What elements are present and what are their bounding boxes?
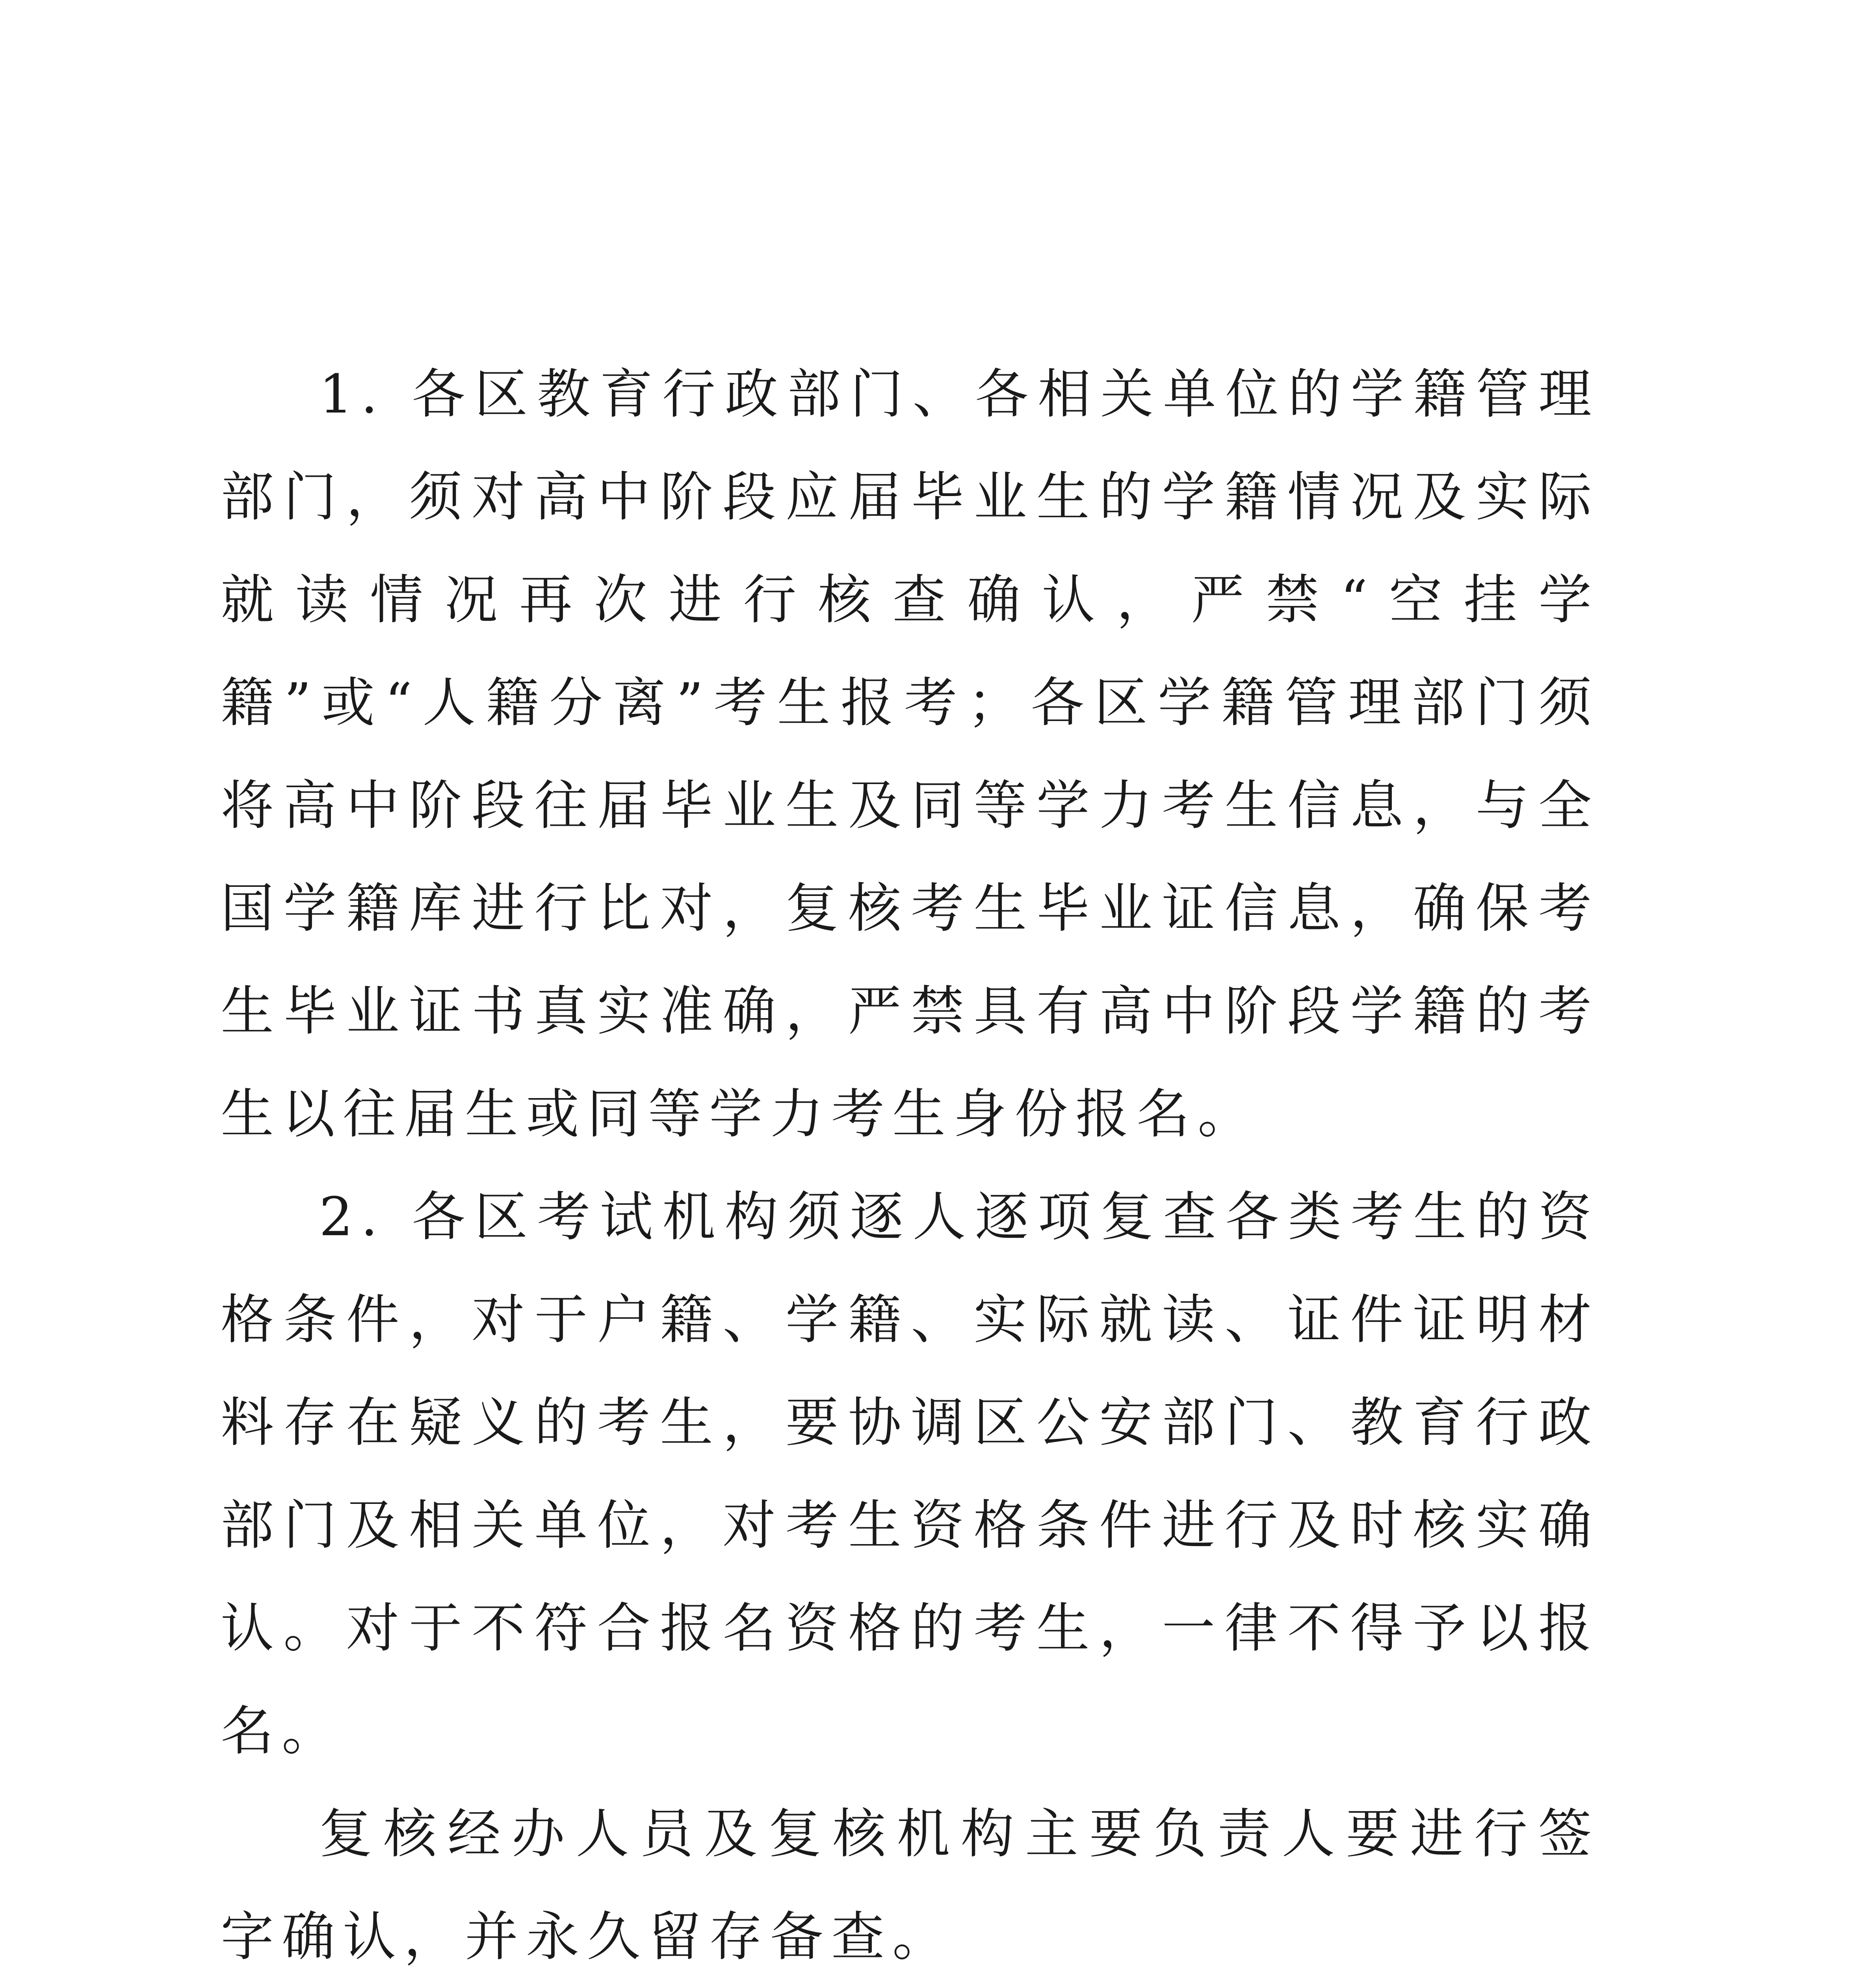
paragraph-signature-confirmation: 复核经办人员及复核机构主要负责人要进行签字确认，并永久留存备查。 — [221, 1803, 1599, 1968]
paragraph-exam-agency-review: 2. 各区考试机构须逐人逐项复查各类考生的资格条件，对于户籍、学籍、实际就读、证件证明材料存在疑义的考生，要协调区公安部门、教育行政部门及相关单位，对考生资格条件进行及时核实确认。对于不符合报名资格的考生，一律不得予以报名。 — [221, 1186, 1599, 1762]
paragraph-student-status-check: 1. 各区教育行政部门、各相关单位的学籍管理部门，须对高中阶段应届毕业生的学籍情况及实际就读情况再次进行核查确认，严禁“空挂学籍”或“人籍分离”考生报考；各区学籍管理部门须将高中阶段往届毕业生及同等学力考生信息，与全国学籍库进行比对，复核考生毕业证信息，确保考生毕业证书真实准确，严禁具有高中阶段学籍的考生以往届生或同等学力考生身份报名。 — [221, 363, 1599, 1145]
document-body — [221, 343, 1599, 1970]
